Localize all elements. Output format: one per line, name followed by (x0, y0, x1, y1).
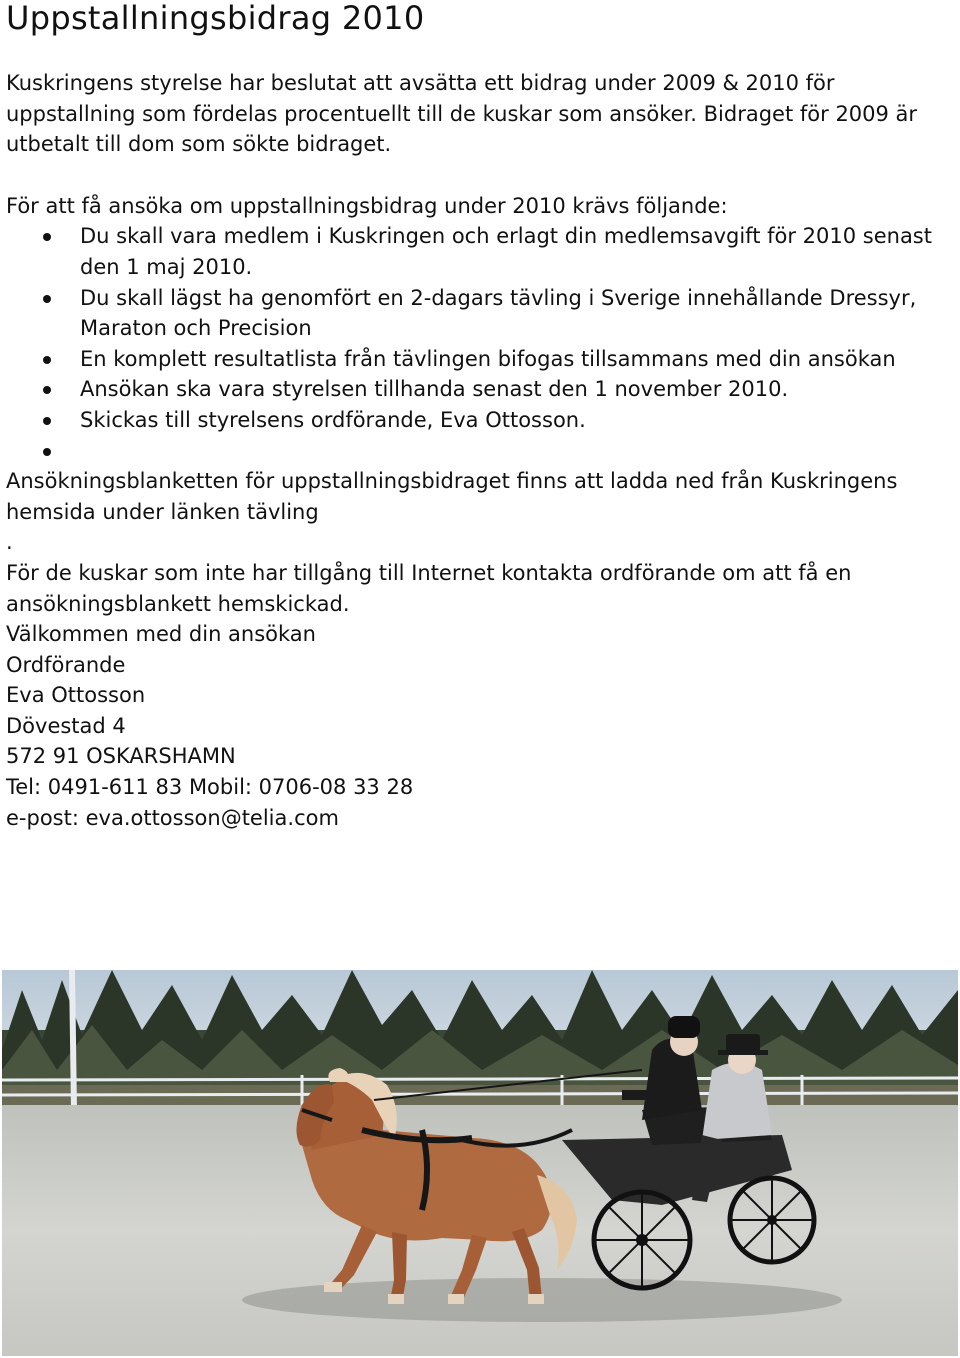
requirement-item (6, 283, 946, 344)
requirement-item (6, 374, 946, 405)
spacer (6, 160, 946, 191)
signature-name: Eva Ottosson (6, 683, 146, 708)
form-info-paragraph: Ansökningsblanketten för uppstallningsbidraget finns att ladda ned från Kuskringens hemsida under länken tävling (6, 469, 898, 524)
requirement-item (6, 221, 946, 282)
pony-carriage-photo (2, 970, 958, 1356)
bullet-icon (43, 233, 51, 241)
requirement-text: Ansökan ska vara styrelsen tillhanda senast den 1 november 2010. (80, 377, 789, 402)
address-city: 572 91 OSKARSHAMN (6, 744, 236, 769)
requirement-text: En komplett resultatlista från tävlingen bifogas tillsammans med din ansökan (80, 346, 896, 371)
document-title: Uppstallningsbidrag 2010 (6, 0, 425, 37)
bullet-icon (43, 448, 51, 456)
requirements-heading: För att få ansöka om uppstallningsbidrag under 2010 krävs följande: (6, 193, 728, 218)
bullet-icon (43, 356, 51, 364)
signature-role: Ordförande (6, 652, 126, 677)
contact-phone: Tel: 0491-611 83 Mobil: 0706-08 33 28 (6, 775, 414, 800)
requirement-text: Du skall vara medlem i Kuskringen och erlagt din medlemsavgift för 2010 senast den 1 maj 2010. (80, 224, 932, 279)
contact-email: e-post: eva.ottosson@telia.com (6, 805, 339, 830)
address-street: Dövestad 4 (6, 713, 126, 738)
intro-paragraph: Kuskringens styrelse har beslutat att avsätta ett bidrag under 2009 & 2010 för uppstallning som fördelas procentuellt till de kuskar som ansöker. Bidraget för 2009 är utbetalt till dom som sökte bidraget. (6, 71, 918, 157)
document-body (6, 68, 946, 833)
requirements-list (6, 221, 946, 466)
bullet-icon (43, 386, 51, 394)
no-internet-paragraph: För de kuskar som inte har tillgång till Internet kontakta ordförande om att få en ansökningsblankett hemskickad. (6, 560, 852, 616)
requirement-item-empty (6, 436, 946, 467)
requirement-item (6, 405, 946, 436)
bullet-icon (43, 295, 51, 303)
stray-dot: . (6, 530, 13, 555)
requirement-text: Skickas till styrelsens ordförande, Eva Ottosson. (80, 407, 586, 432)
welcome-line: Välkommen med din ansökan (6, 622, 316, 647)
requirement-text: Du skall lägst ha genomfört en 2-dagars tävling i Sverige innehållande Dressyr, Maraton och Precision (80, 285, 917, 341)
bullet-icon (43, 417, 51, 425)
requirement-item (6, 344, 946, 375)
